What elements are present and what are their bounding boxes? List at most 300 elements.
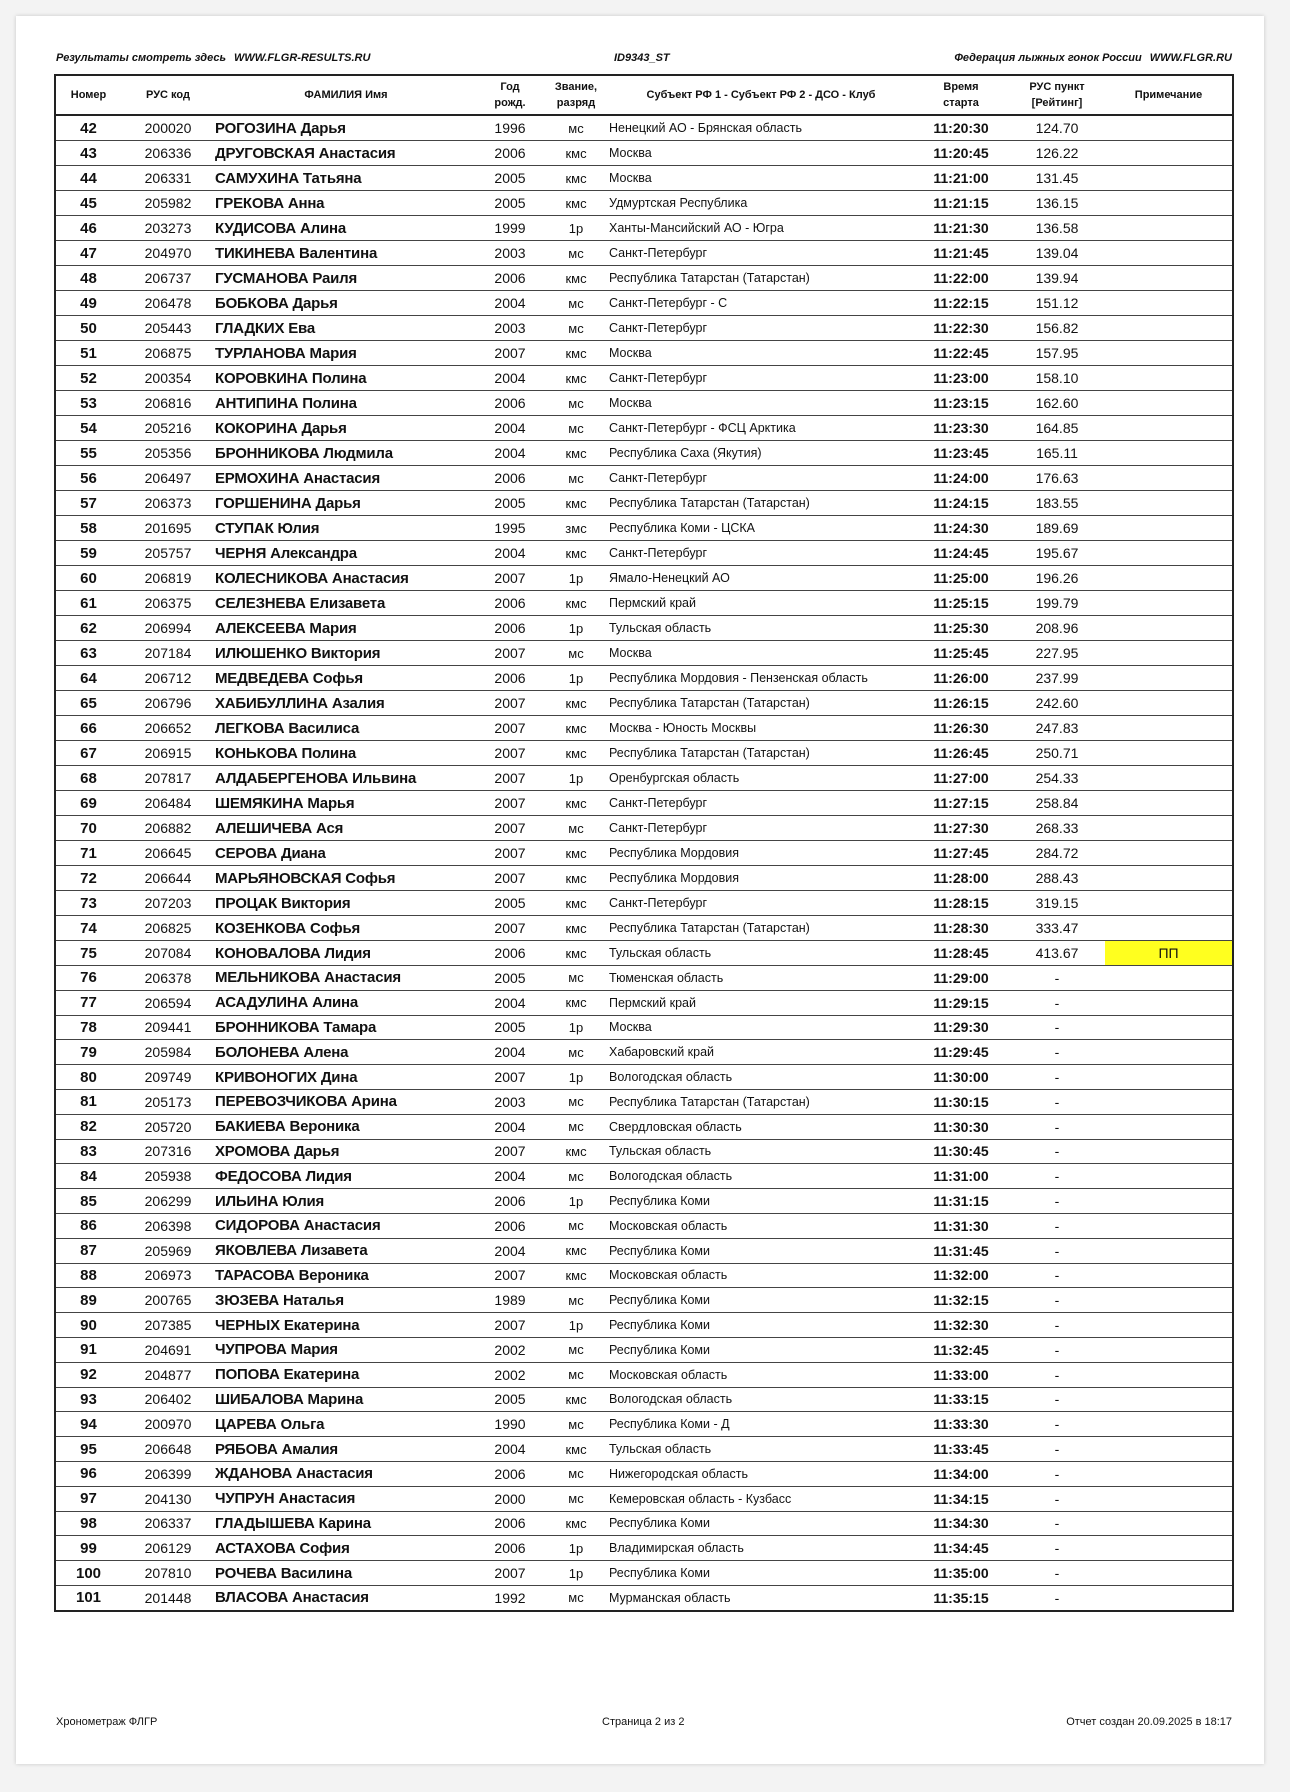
- table-row: [55, 866, 1233, 891]
- table-row: [55, 191, 1233, 216]
- cell-birth-year: 2003: [477, 316, 543, 341]
- cell-start-time: 11:21:45: [913, 241, 1009, 266]
- cell-athlete-name: ТАРАСОВА Вероника: [215, 1263, 477, 1288]
- cell-athlete-name: ТИКИНЕВА Валентина: [215, 241, 477, 266]
- cell-rus-code: 207810: [121, 1561, 215, 1586]
- cell-region-club: Республика Коми: [609, 1288, 913, 1313]
- cell-birth-year: 2004: [477, 1040, 543, 1065]
- cell-start-time: 11:32:45: [913, 1337, 1009, 1362]
- cell-athlete-name: ЧЕРНЯ Александра: [215, 541, 477, 566]
- cell-region-club: Московская область: [609, 1263, 913, 1288]
- cell-region-club: Мурманская область: [609, 1585, 913, 1610]
- cell-athlete-name: СИДОРОВА Анастасия: [215, 1213, 477, 1238]
- cell-note: [1105, 741, 1233, 766]
- cell-region-club: Тульская область: [609, 616, 913, 641]
- footer-page-number: Страница 2 из 2: [602, 1716, 685, 1728]
- col-header-time-line2: старта: [943, 97, 979, 109]
- cell-note: [1105, 541, 1233, 566]
- cell-athlete-name: ГРЕКОВА Анна: [215, 191, 477, 216]
- cell-start-time: 11:35:15: [913, 1585, 1009, 1610]
- results-url-link[interactable]: WWW.FLGR-RESULTS.RU: [233, 52, 371, 64]
- cell-rus-code: 206398: [121, 1213, 215, 1238]
- cell-rus-points: 196.26: [1009, 566, 1105, 591]
- cell-birth-year: 2007: [477, 566, 543, 591]
- cell-sport-rank: кмс: [543, 441, 609, 466]
- cell-rus-code: 204877: [121, 1362, 215, 1387]
- cell-rus-points: -: [1009, 1015, 1105, 1040]
- cell-rus-points: 183.55: [1009, 491, 1105, 516]
- cell-note: [1105, 216, 1233, 241]
- cell-note: [1105, 366, 1233, 391]
- cell-birth-year: 2007: [477, 716, 543, 741]
- cell-note: [1105, 191, 1233, 216]
- cell-birth-year: 1990: [477, 1412, 543, 1437]
- table-row: [55, 1139, 1233, 1164]
- cell-region-club: Кемеровская область - Кузбасс: [609, 1486, 913, 1511]
- cell-birth-year: 2005: [477, 1015, 543, 1040]
- cell-region-club: Санкт-Петербург: [609, 541, 913, 566]
- cell-rus-code: 204970: [121, 241, 215, 266]
- cell-rus-points: 268.33: [1009, 816, 1105, 841]
- table-row: [55, 266, 1233, 291]
- col-header-year-line2: рожд.: [494, 97, 526, 109]
- cell-sport-rank: мс: [543, 1164, 609, 1189]
- table-row: [55, 316, 1233, 341]
- cell-start-time: 11:31:15: [913, 1189, 1009, 1214]
- cell-region-club: Москва: [609, 1015, 913, 1040]
- col-header-rank: [543, 75, 609, 115]
- cell-bib-number: 61: [55, 591, 121, 616]
- cell-birth-year: 2005: [477, 1387, 543, 1412]
- cell-note: [1105, 241, 1233, 266]
- cell-start-time: 11:21:15: [913, 191, 1009, 216]
- cell-region-club: Владимирская область: [609, 1536, 913, 1561]
- table-row: [55, 1561, 1233, 1586]
- cell-region-club: Ямало-Ненецкий АО: [609, 566, 913, 591]
- cell-rus-points: 208.96: [1009, 616, 1105, 641]
- cell-birth-year: 2004: [477, 1437, 543, 1462]
- cell-bib-number: 99: [55, 1536, 121, 1561]
- cell-note: [1105, 115, 1233, 141]
- cell-bib-number: 93: [55, 1387, 121, 1412]
- cell-region-club: Санкт-Петербург - С: [609, 291, 913, 316]
- cell-note: [1105, 591, 1233, 616]
- cell-rus-code: 206652: [121, 716, 215, 741]
- cell-start-time: 11:22:45: [913, 341, 1009, 366]
- cell-birth-year: 2003: [477, 241, 543, 266]
- cell-birth-year: 2004: [477, 541, 543, 566]
- cell-start-time: 11:32:00: [913, 1263, 1009, 1288]
- cell-region-club: Тульская область: [609, 941, 913, 966]
- cell-sport-rank: кмс: [543, 591, 609, 616]
- cell-note: [1105, 1164, 1233, 1189]
- cell-start-time: 11:27:00: [913, 766, 1009, 791]
- table-row: [55, 941, 1233, 966]
- cell-region-club: Москва - Юность Москвы: [609, 716, 913, 741]
- cell-sport-rank: мс: [543, 1337, 609, 1362]
- cell-rus-points: 284.72: [1009, 841, 1105, 866]
- cell-athlete-name: АЛЕКСЕЕВА Мария: [215, 616, 477, 641]
- cell-note: [1105, 491, 1233, 516]
- cell-region-club: Нижегородская область: [609, 1461, 913, 1486]
- cell-bib-number: 49: [55, 291, 121, 316]
- cell-note: [1105, 866, 1233, 891]
- cell-rus-points: 158.10: [1009, 366, 1105, 391]
- cell-rus-code: 206994: [121, 616, 215, 641]
- table-row: [55, 441, 1233, 466]
- cell-sport-rank: кмс: [543, 741, 609, 766]
- cell-sport-rank: 1р: [543, 566, 609, 591]
- cell-sport-rank: кмс: [543, 266, 609, 291]
- cell-rus-code: 206402: [121, 1387, 215, 1412]
- cell-birth-year: 2007: [477, 691, 543, 716]
- cell-region-club: Республика Татарстан (Татарстан): [609, 691, 913, 716]
- cell-athlete-name: МЕЛЬНИКОВА Анастасия: [215, 966, 477, 991]
- cell-start-time: 11:34:00: [913, 1461, 1009, 1486]
- cell-bib-number: 42: [55, 115, 121, 141]
- table-row: [55, 841, 1233, 866]
- cell-birth-year: 2007: [477, 341, 543, 366]
- cell-birth-year: 1995: [477, 516, 543, 541]
- table-row: [55, 741, 1233, 766]
- cell-athlete-name: ЕРМОХИНА Анастасия: [215, 466, 477, 491]
- cell-bib-number: 81: [55, 1089, 121, 1114]
- cell-rus-code: 209749: [121, 1065, 215, 1090]
- cell-start-time: 11:23:45: [913, 441, 1009, 466]
- cell-bib-number: 71: [55, 841, 121, 866]
- cell-athlete-name: ЧУПРОВА Мария: [215, 1337, 477, 1362]
- cell-rus-points: -: [1009, 1313, 1105, 1338]
- cell-bib-number: 70: [55, 816, 121, 841]
- cell-rus-code: 203273: [121, 216, 215, 241]
- document-id: ID9343_ST: [614, 52, 670, 64]
- cell-sport-rank: кмс: [543, 941, 609, 966]
- cell-rus-points: 413.67: [1009, 941, 1105, 966]
- cell-note: [1105, 1337, 1233, 1362]
- cell-birth-year: 2007: [477, 741, 543, 766]
- cell-rus-code: 206816: [121, 391, 215, 416]
- cell-athlete-name: ЧУПРУН Анастасия: [215, 1486, 477, 1511]
- cell-region-club: Республика Татарстан (Татарстан): [609, 1089, 913, 1114]
- cell-birth-year: 2007: [477, 641, 543, 666]
- cell-rus-points: 195.67: [1009, 541, 1105, 566]
- cell-birth-year: 1999: [477, 216, 543, 241]
- cell-start-time: 11:32:30: [913, 1313, 1009, 1338]
- cell-start-time: 11:22:15: [913, 291, 1009, 316]
- cell-note: [1105, 1461, 1233, 1486]
- cell-note: [1105, 1561, 1233, 1586]
- cell-sport-rank: мс: [543, 641, 609, 666]
- cell-sport-rank: кмс: [543, 366, 609, 391]
- cell-sport-rank: кмс: [543, 1511, 609, 1536]
- cell-birth-year: 2006: [477, 141, 543, 166]
- table-row: [55, 691, 1233, 716]
- page-header: [56, 48, 1232, 68]
- cell-rus-points: 165.11: [1009, 441, 1105, 466]
- cell-rus-code: 200020: [121, 115, 215, 141]
- cell-athlete-name: КОНЬКОВА Полина: [215, 741, 477, 766]
- cell-region-club: Вологодская область: [609, 1164, 913, 1189]
- cell-region-club: Республика Коми - ЦСКА: [609, 516, 913, 541]
- cell-sport-rank: мс: [543, 1362, 609, 1387]
- table-row: [55, 1437, 1233, 1462]
- table-row: [55, 1238, 1233, 1263]
- cell-sport-rank: 1р: [543, 1536, 609, 1561]
- cell-region-club: Тульская область: [609, 1139, 913, 1164]
- cell-birth-year: 2004: [477, 1238, 543, 1263]
- table-row: [55, 566, 1233, 591]
- cell-rus-code: 206484: [121, 791, 215, 816]
- table-row: [55, 1114, 1233, 1139]
- cell-start-time: 11:29:00: [913, 966, 1009, 991]
- cell-region-club: Московская область: [609, 1213, 913, 1238]
- cell-athlete-name: ИЛЬИНА Юлия: [215, 1189, 477, 1214]
- cell-start-time: 11:30:00: [913, 1065, 1009, 1090]
- cell-sport-rank: мс: [543, 1089, 609, 1114]
- cell-rus-points: 162.60: [1009, 391, 1105, 416]
- cell-start-time: 11:23:30: [913, 416, 1009, 441]
- cell-rus-points: -: [1009, 1065, 1105, 1090]
- cell-athlete-name: СЕРОВА Диана: [215, 841, 477, 866]
- cell-rus-code: 207385: [121, 1313, 215, 1338]
- cell-start-time: 11:22:00: [913, 266, 1009, 291]
- cell-rus-points: -: [1009, 1139, 1105, 1164]
- cell-rus-code: 206915: [121, 741, 215, 766]
- cell-note: [1105, 990, 1233, 1015]
- cell-sport-rank: 1р: [543, 1065, 609, 1090]
- cell-athlete-name: МАРЬЯНОВСКАЯ Софья: [215, 866, 477, 891]
- cell-rus-points: 139.04: [1009, 241, 1105, 266]
- cell-start-time: 11:32:15: [913, 1288, 1009, 1313]
- cell-note: [1105, 1288, 1233, 1313]
- cell-note: [1105, 891, 1233, 916]
- cell-birth-year: 2005: [477, 191, 543, 216]
- table-row: [55, 766, 1233, 791]
- cell-birth-year: 2007: [477, 916, 543, 941]
- cell-athlete-name: ЛЕГКОВА Василиса: [215, 716, 477, 741]
- cell-sport-rank: кмс: [543, 141, 609, 166]
- cell-athlete-name: ЦАРЕВА Ольга: [215, 1412, 477, 1437]
- table-row: [55, 1511, 1233, 1536]
- cell-region-club: Пермский край: [609, 990, 913, 1015]
- cell-bib-number: 98: [55, 1511, 121, 1536]
- cell-region-club: Оренбургская область: [609, 766, 913, 791]
- cell-rus-points: 247.83: [1009, 716, 1105, 741]
- cell-rus-points: 250.71: [1009, 741, 1105, 766]
- cell-start-time: 11:31:00: [913, 1164, 1009, 1189]
- cell-rus-points: -: [1009, 966, 1105, 991]
- document-page: [16, 16, 1264, 1764]
- cell-rus-points: 227.95: [1009, 641, 1105, 666]
- cell-birth-year: 2005: [477, 891, 543, 916]
- cell-birth-year: 1989: [477, 1288, 543, 1313]
- table-row: [55, 1337, 1233, 1362]
- col-header-year: [477, 75, 543, 115]
- cell-start-time: 11:23:00: [913, 366, 1009, 391]
- cell-rus-points: 237.99: [1009, 666, 1105, 691]
- cell-athlete-name: ЗЮЗЕВА Наталья: [215, 1288, 477, 1313]
- cell-rus-points: 136.58: [1009, 216, 1105, 241]
- cell-sport-rank: мс: [543, 1585, 609, 1610]
- cell-note: [1105, 1536, 1233, 1561]
- cell-athlete-name: КРИВОНОГИХ Дина: [215, 1065, 477, 1090]
- table-row: [55, 241, 1233, 266]
- table-row: [55, 1263, 1233, 1288]
- cell-note: [1105, 1585, 1233, 1610]
- cell-athlete-name: ШЕМЯКИНА Марья: [215, 791, 477, 816]
- cell-birth-year: 2006: [477, 941, 543, 966]
- cell-rus-code: 205173: [121, 1089, 215, 1114]
- cell-bib-number: 94: [55, 1412, 121, 1437]
- col-header-points: [1009, 75, 1105, 115]
- cell-rus-points: -: [1009, 1461, 1105, 1486]
- cell-birth-year: 2002: [477, 1337, 543, 1362]
- cell-birth-year: 2007: [477, 766, 543, 791]
- cell-note: [1105, 1189, 1233, 1214]
- table-row: [55, 115, 1233, 141]
- cell-sport-rank: кмс: [543, 1263, 609, 1288]
- cell-start-time: 11:23:15: [913, 391, 1009, 416]
- table-row: [55, 491, 1233, 516]
- cell-bib-number: 59: [55, 541, 121, 566]
- cell-rus-code: 206399: [121, 1461, 215, 1486]
- cell-sport-rank: кмс: [543, 841, 609, 866]
- cell-birth-year: 2007: [477, 841, 543, 866]
- cell-rus-code: 206882: [121, 816, 215, 841]
- cell-start-time: 11:26:15: [913, 691, 1009, 716]
- cell-bib-number: 96: [55, 1461, 121, 1486]
- table-header-row: [55, 75, 1233, 115]
- cell-note: [1105, 1362, 1233, 1387]
- table-row: [55, 1164, 1233, 1189]
- cell-start-time: 11:20:45: [913, 141, 1009, 166]
- table-row: [55, 341, 1233, 366]
- cell-athlete-name: ГУСМАНОВА Раиля: [215, 266, 477, 291]
- cell-note: [1105, 141, 1233, 166]
- cell-sport-rank: мс: [543, 1040, 609, 1065]
- cell-birth-year: 2005: [477, 166, 543, 191]
- cell-start-time: 11:33:00: [913, 1362, 1009, 1387]
- cell-rus-code: 206336: [121, 141, 215, 166]
- cell-start-time: 11:27:30: [913, 816, 1009, 841]
- cell-sport-rank: 1р: [543, 1015, 609, 1040]
- cell-region-club: Республика Коми: [609, 1511, 913, 1536]
- cell-rus-points: -: [1009, 1213, 1105, 1238]
- cell-rus-points: -: [1009, 1362, 1105, 1387]
- cell-bib-number: 52: [55, 366, 121, 391]
- cell-start-time: 11:21:00: [913, 166, 1009, 191]
- cell-start-time: 11:34:30: [913, 1511, 1009, 1536]
- cell-sport-rank: 1р: [543, 766, 609, 791]
- table-row: [55, 166, 1233, 191]
- cell-start-time: 11:20:30: [913, 115, 1009, 141]
- cell-birth-year: 2007: [477, 1065, 543, 1090]
- cell-birth-year: 2004: [477, 990, 543, 1015]
- cell-bib-number: 88: [55, 1263, 121, 1288]
- cell-sport-rank: 1р: [543, 666, 609, 691]
- cell-rus-code: 206299: [121, 1189, 215, 1214]
- table-row: [55, 891, 1233, 916]
- cell-birth-year: 2000: [477, 1486, 543, 1511]
- cell-birth-year: 2005: [477, 966, 543, 991]
- cell-birth-year: 2006: [477, 1511, 543, 1536]
- cell-note: [1105, 516, 1233, 541]
- cell-region-club: Санкт-Петербург: [609, 816, 913, 841]
- cell-start-time: 11:29:45: [913, 1040, 1009, 1065]
- table-row: [55, 216, 1233, 241]
- cell-rus-code: 206825: [121, 916, 215, 941]
- federation-url-link[interactable]: WWW.FLGR.RU: [1149, 52, 1232, 64]
- table-row: [55, 966, 1233, 991]
- cell-start-time: 11:22:30: [913, 316, 1009, 341]
- cell-sport-rank: мс: [543, 241, 609, 266]
- cell-start-time: 11:33:15: [913, 1387, 1009, 1412]
- cell-start-time: 11:30:30: [913, 1114, 1009, 1139]
- cell-sport-rank: кмс: [543, 191, 609, 216]
- cell-rus-code: 209441: [121, 1015, 215, 1040]
- cell-region-club: Тюменская область: [609, 966, 913, 991]
- cell-athlete-name: РЯБОВА Амалия: [215, 1437, 477, 1462]
- cell-note: [1105, 1040, 1233, 1065]
- cell-athlete-name: БРОННИКОВА Людмила: [215, 441, 477, 466]
- cell-athlete-name: МЕДВЕДЕВА Софья: [215, 666, 477, 691]
- cell-rus-points: 176.63: [1009, 466, 1105, 491]
- cell-bib-number: 44: [55, 166, 121, 191]
- cell-note: [1105, 1114, 1233, 1139]
- table-row: [55, 1015, 1233, 1040]
- cell-sport-rank: мс: [543, 291, 609, 316]
- cell-sport-rank: мс: [543, 1486, 609, 1511]
- cell-sport-rank: кмс: [543, 791, 609, 816]
- cell-birth-year: 2007: [477, 816, 543, 841]
- cell-region-club: Москва: [609, 141, 913, 166]
- cell-bib-number: 45: [55, 191, 121, 216]
- cell-rus-points: -: [1009, 1486, 1105, 1511]
- cell-start-time: 11:33:30: [913, 1412, 1009, 1437]
- cell-rus-code: 206375: [121, 591, 215, 616]
- cell-athlete-name: ШИБАЛОВА Марина: [215, 1387, 477, 1412]
- cell-sport-rank: кмс: [543, 716, 609, 741]
- cell-start-time: 11:27:15: [913, 791, 1009, 816]
- col-header-rank-line2: разряд: [556, 97, 596, 109]
- cell-start-time: 11:28:00: [913, 866, 1009, 891]
- cell-birth-year: 2004: [477, 291, 543, 316]
- table-row: [55, 1065, 1233, 1090]
- cell-start-time: 11:31:45: [913, 1238, 1009, 1263]
- cell-athlete-name: САМУХИНА Татьяна: [215, 166, 477, 191]
- cell-note: [1105, 1511, 1233, 1536]
- cell-bib-number: 87: [55, 1238, 121, 1263]
- cell-athlete-name: ГЛАДЫШЕВА Карина: [215, 1511, 477, 1536]
- cell-bib-number: 62: [55, 616, 121, 641]
- col-header-points-line1: РУС пункт: [1029, 81, 1085, 93]
- cell-region-club: Санкт-Петербург: [609, 791, 913, 816]
- cell-start-time: 11:24:45: [913, 541, 1009, 566]
- cell-rus-code: 207817: [121, 766, 215, 791]
- table-row: [55, 1412, 1233, 1437]
- cell-note: [1105, 1437, 1233, 1462]
- cell-bib-number: 63: [55, 641, 121, 666]
- cell-note: ПП: [1105, 941, 1233, 966]
- cell-region-club: Республика Коми: [609, 1313, 913, 1338]
- cell-rus-points: -: [1009, 1114, 1105, 1139]
- cell-bib-number: 46: [55, 216, 121, 241]
- table-row: [55, 1362, 1233, 1387]
- cell-birth-year: 2007: [477, 1139, 543, 1164]
- cell-birth-year: 2006: [477, 1189, 543, 1214]
- cell-athlete-name: СТУПАК Юлия: [215, 516, 477, 541]
- cell-athlete-name: ЖДАНОВА Анастасия: [215, 1461, 477, 1486]
